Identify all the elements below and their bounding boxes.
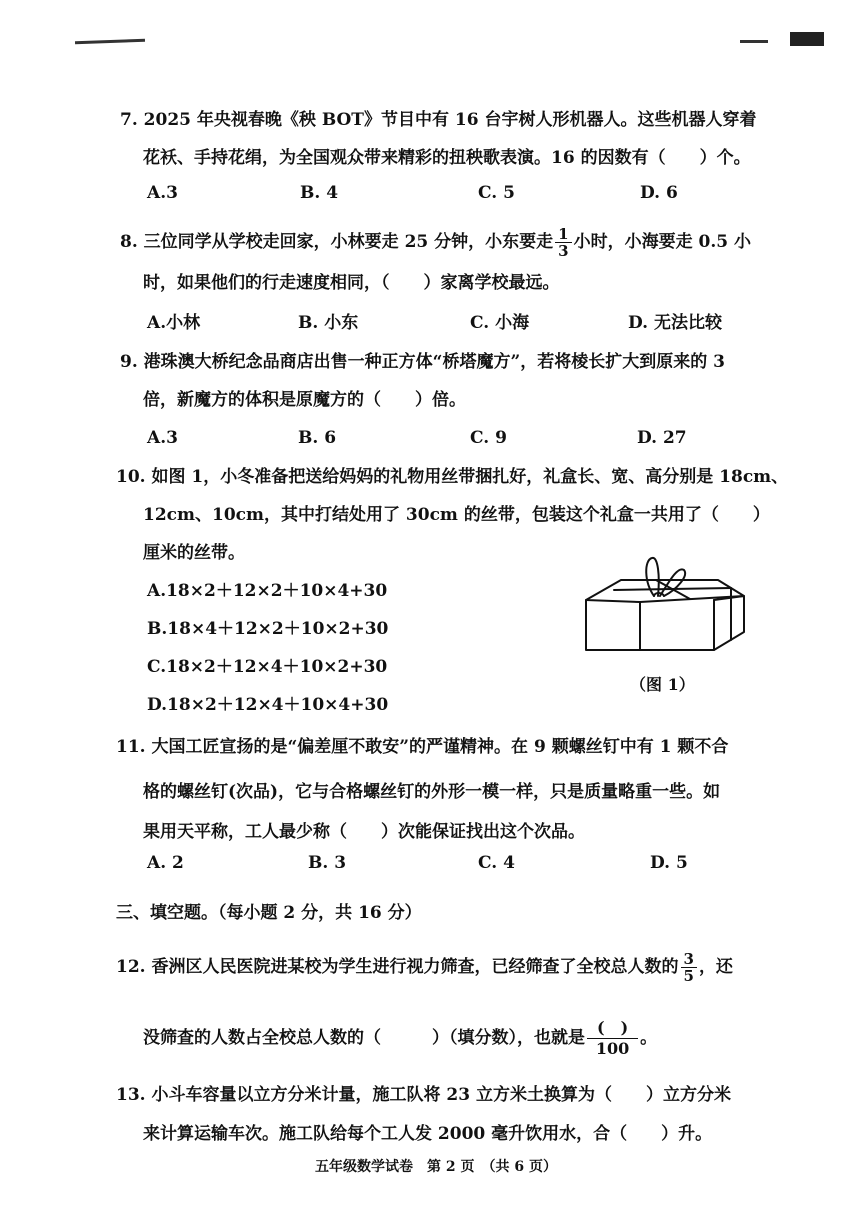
q12-line1-start: 12. 香洲区人民医院进某校为学生进行视力筛查，已经筛查了全校总人数的 [116, 957, 679, 977]
q8-option-c: C. 小海 [470, 313, 530, 333]
q7-line2: 花袄、手持花绢，为全国观众带来精彩的扭秧歌表演。16 的因数有（ ）个。 [143, 148, 751, 168]
q13-line1: 13. 小斗车容量以立方分米计量，施工队将 23 立方米土换算为（ ）立方分米 [116, 1085, 731, 1105]
q10-line1: 10. 如图 1，小冬准备把送给妈妈的礼物用丝带捆扎好，礼盒长、宽、高分别是 18cm、 [116, 467, 789, 487]
section3-title: 三、填空题。（每小题 2 分，共 16 分） [116, 903, 422, 923]
q11-line3: 果用天平称，工人最少称（ ）次能保证找出这个次品。 [143, 822, 585, 842]
q8-line1-start: 8. 三位同学从学校走回家，小林要走 25 分钟，小东要走 [120, 232, 554, 252]
q11-line1: 11. 大国工匠宣扬的是“偏差厘不敢安”的严谨精神。在 9 颗螺丝钉中有 1 颗不合 [116, 737, 729, 757]
q10-option-b: B.18×4＋12×2＋10×2+30 [147, 619, 389, 639]
q8-line1 [120, 226, 751, 259]
scan-mark-right-block [790, 32, 824, 46]
q9-option-d: D. 27 [637, 428, 687, 448]
q10-line3: 厘米的丝带。 [143, 543, 245, 563]
q12-line1 [116, 951, 733, 984]
q9-line2: 倍，新魔方的体积是原魔方的（ ）倍。 [143, 390, 466, 410]
q12-blank-numerator: ( ) [587, 1018, 638, 1039]
q8-fraction-numerator: 1 [555, 226, 571, 243]
q8-line1-end: 小时，小海要走 0.5 小 [573, 232, 752, 252]
q11-option-c: C. 4 [478, 853, 515, 873]
q8-fraction-denominator: 3 [558, 242, 569, 260]
q12-fraction-denominator: 5 [683, 967, 694, 985]
q10-line2: 12cm、10cm，其中打结处用了 30cm 的丝带，包装这个礼盒一共用了（ ） [143, 505, 770, 525]
q9-line1: 9. 港珠澳大桥纪念品商店出售一种正方体“桥塔魔方”，若将棱长扩大到原来的 3 [120, 352, 725, 372]
q8-option-b: B. 小东 [298, 313, 359, 333]
q12-fraction [681, 951, 697, 984]
q8-option-a: A.小林 [147, 313, 201, 333]
q9-option-b: B. 6 [298, 428, 337, 448]
q7-option-b: B. 4 [300, 183, 339, 203]
page-footer: 五年级数学试卷 第 2 页 （共 6 页） [315, 1159, 557, 1175]
q12-blank-fraction [587, 1018, 638, 1059]
q10-option-c: C.18×2＋12×4＋10×2+30 [147, 657, 388, 677]
q8-fraction [555, 226, 571, 259]
q9-option-a: A.3 [147, 428, 178, 448]
q12-line2-end: 。 [640, 1028, 658, 1048]
q7-option-a: A.3 [147, 183, 178, 203]
q12-fraction-numerator: 3 [681, 951, 697, 968]
q7-option-c: C. 5 [478, 183, 515, 203]
q10-option-d: D.18×2＋12×4＋10×4+30 [147, 695, 389, 715]
q10-option-a: A.18×2＋12×2＋10×4+30 [147, 581, 388, 601]
q9-option-c: C. 9 [470, 428, 507, 448]
q8-option-d: D. 无法比较 [628, 313, 722, 333]
q8-line2: 时，如果他们的行走速度相同，（ ）家离学校最远。 [143, 273, 560, 293]
q11-option-a: A. 2 [147, 853, 184, 873]
scan-mark-right-dash [740, 40, 768, 43]
q7-option-d: D. 6 [640, 183, 678, 203]
q12-line1-end: ，还 [698, 957, 733, 977]
gift-box-figure [578, 552, 753, 657]
q11-line2: 格的螺丝钉(次品)，它与合格螺丝钉的外形一模一样，只是质量略重一些。如 [143, 782, 721, 802]
q12-line2-text: 没筛查的人数占全校总人数的（ ）（填分数），也就是 [143, 1028, 585, 1048]
q12-line2 [143, 1018, 657, 1059]
q10-figure-caption: （图 1） [630, 675, 695, 694]
scan-mark-left [75, 39, 145, 44]
q7-line1: 7. 2025 年央视春晚《秧 BOT》节目中有 16 台宇树人形机器人。这些机器人穿着 [120, 110, 757, 130]
q13-line2: 来计算运输车次。施工队给每个工人发 2000 毫升饮用水，合（ ）升。 [143, 1124, 713, 1144]
q11-option-d: D. 5 [650, 853, 688, 873]
q12-blank-denominator: 100 [595, 1039, 630, 1058]
q11-option-b: B. 3 [308, 853, 347, 873]
